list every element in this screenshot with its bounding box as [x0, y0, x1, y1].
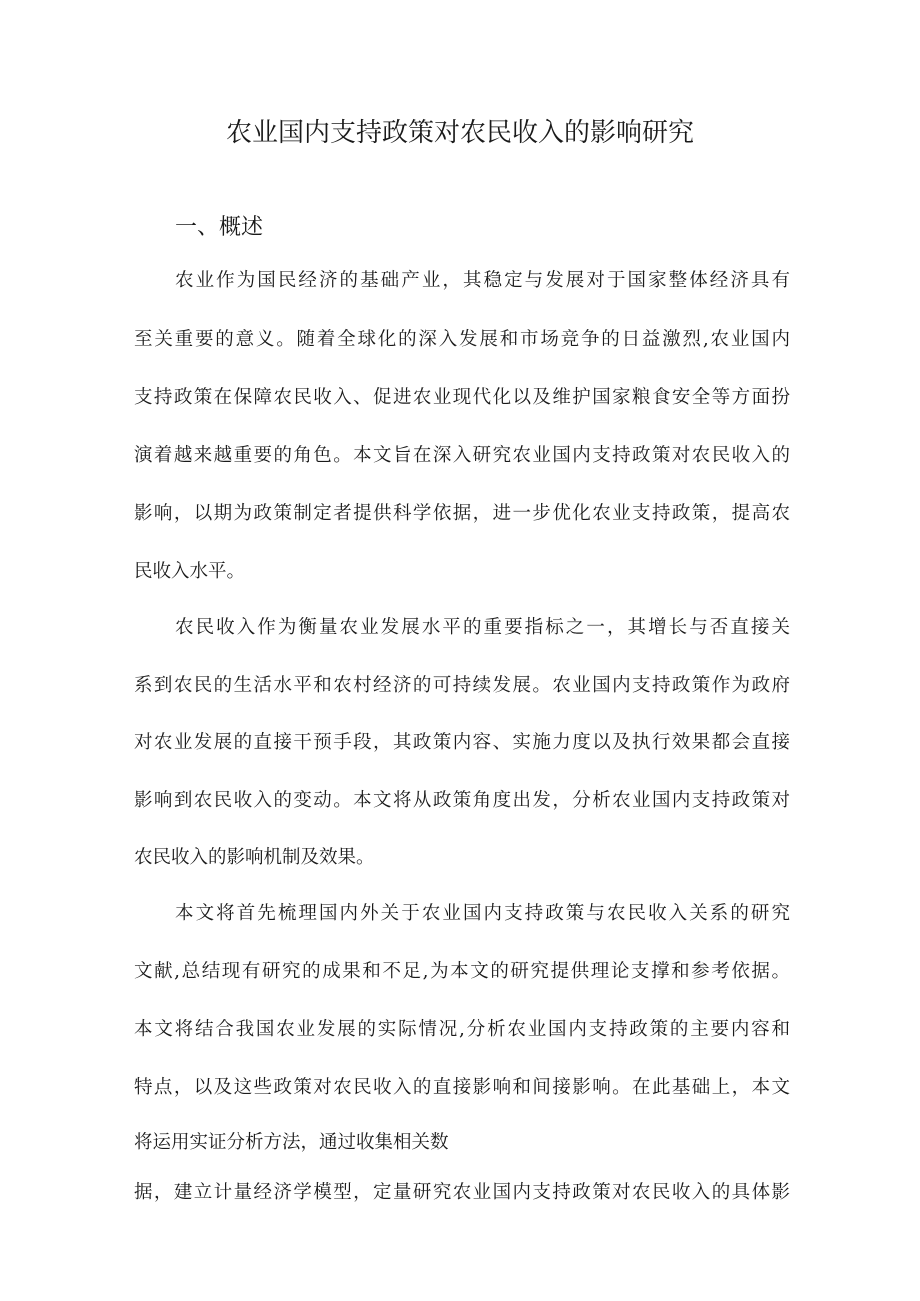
paragraph-line: 文献,总结现有研究的成果和不足,为本文的研究提供理论支撑和参考依据。 — [134, 961, 790, 982]
paragraph-line: 农民收入作为衡量农业发展水平的重要指标之一，其增长与否直接关 — [175, 617, 790, 638]
paragraph-line: 农民收入的影响机制及效果。 — [134, 847, 375, 868]
paragraph-line: 特点，以及这些政策对农民收入的直接影响和间接影响。在此基础上，本文 — [134, 1077, 790, 1098]
paragraph-line: 影响，以期为政策制定者提供科学依据，进一步优化农业支持政策，提高农 — [134, 503, 790, 524]
section-heading: 一、概述 — [175, 215, 264, 240]
paragraph-line: 系到农民的生活水平和农村经济的可持续发展。农业国内支持政策作为政府 — [134, 675, 790, 696]
paragraph-line: 影响到农民收入的变动。本文将从政策角度出发，分析农业国内支持政策对 — [134, 790, 790, 811]
paragraph-line: 至关重要的意义。随着全球化的深入发展和市场竞争的日益激烈,农业国内 — [134, 329, 790, 350]
paragraph-line: 将运用实证分析方法，通过收集相关数 — [134, 1132, 449, 1153]
paragraph-line: 本文将结合我国农业发展的实际情况,分析农业国内支持政策的主要内容和 — [134, 1019, 790, 1040]
paragraph-line: 民收入水平。 — [134, 561, 246, 582]
paragraph-line: 本文将首先梳理国内外关于农业国内支持政策与农民收入关系的研究 — [175, 903, 790, 924]
document-title: 农业国内支持政策对农民收入的影响研究 — [225, 118, 694, 148]
paragraph-line: 农业作为国民经济的基础产业，其稳定与发展对于国家整体经济具有 — [175, 270, 790, 291]
paragraph-line: 支持政策在保障农民收入、促进农业现代化以及维护国家粮食安全等方面扮 — [134, 387, 790, 408]
paragraph-line: 演着越来越重要的角色。本文旨在深入研究农业国内支持政策对农民收入的 — [134, 445, 790, 466]
paragraph-line: 据，建立计量经济学模型，定量研究农业国内支持政策对农民收入的具体影 — [134, 1182, 790, 1203]
paragraph-line: 对农业发展的直接干预手段，其政策内容、实施力度以及执行效果都会直接 — [134, 732, 790, 753]
